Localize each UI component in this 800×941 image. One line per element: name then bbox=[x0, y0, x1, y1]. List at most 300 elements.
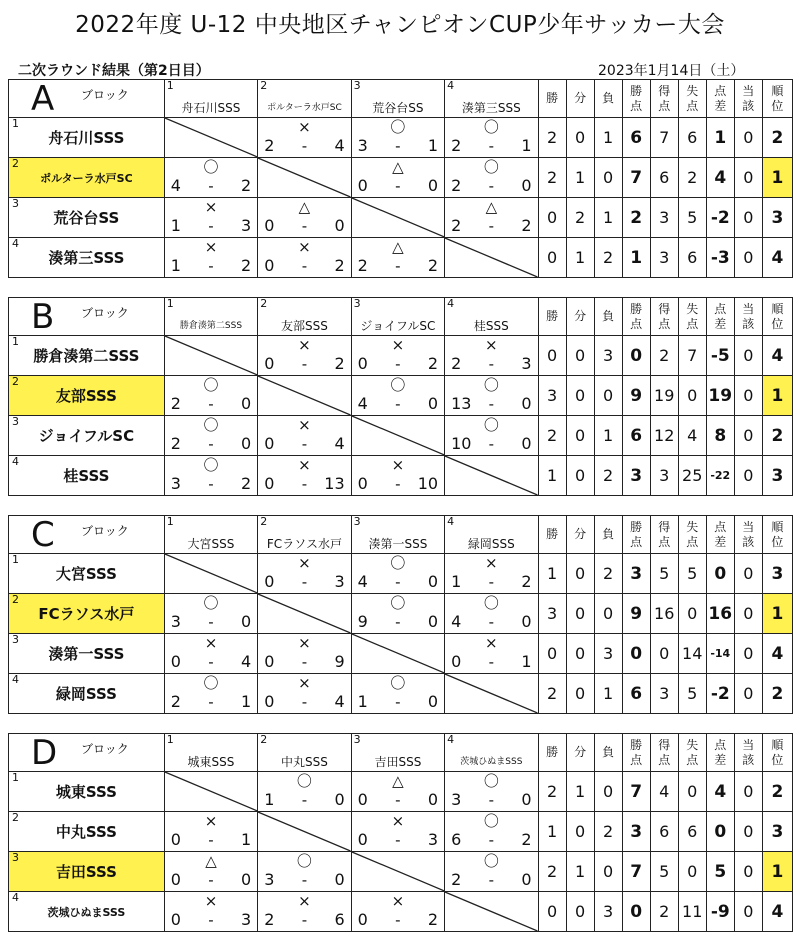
team-row bbox=[9, 892, 793, 932]
result-symbol: × bbox=[298, 118, 311, 136]
score-dash: - bbox=[488, 355, 495, 373]
score-opponent: 2 bbox=[521, 572, 532, 591]
score-dash: - bbox=[301, 653, 308, 671]
result-cell bbox=[351, 238, 444, 278]
stat-value: 2 bbox=[650, 336, 678, 376]
diagonal-cell bbox=[351, 634, 444, 674]
stat-value: 5 bbox=[678, 674, 706, 714]
stat-header-char: 点 bbox=[630, 752, 643, 767]
team-name: 桂SSS bbox=[63, 467, 110, 485]
team-name: 勝倉湊第二SSS bbox=[33, 347, 140, 365]
stat-header-char: 点 bbox=[714, 737, 727, 752]
score-opponent: 4 bbox=[241, 652, 252, 671]
opponent-column-header bbox=[164, 80, 257, 118]
team-name: ジョイフルSC bbox=[38, 427, 135, 445]
stat-header bbox=[650, 80, 678, 118]
result-cell bbox=[258, 852, 351, 892]
stat-header bbox=[594, 734, 622, 772]
score-opponent: 0 bbox=[521, 612, 532, 631]
result-cell bbox=[445, 594, 538, 634]
result-cell bbox=[445, 198, 538, 238]
score-opponent: 3 bbox=[427, 830, 439, 849]
score-dash: - bbox=[301, 573, 308, 591]
result-symbol: 〇 bbox=[390, 554, 406, 572]
team-name-cell bbox=[9, 336, 165, 376]
result-cell bbox=[258, 674, 351, 714]
score-opponent: 0 bbox=[241, 870, 252, 889]
stat-value: 3 bbox=[622, 812, 650, 852]
stat-value: 4 bbox=[650, 772, 678, 812]
stat-value: 0 bbox=[706, 554, 734, 594]
score-own: 2 bbox=[451, 136, 462, 155]
diagonal-line bbox=[352, 198, 444, 237]
stat-value: 3 bbox=[762, 456, 792, 496]
score-opponent: 4 bbox=[334, 434, 345, 453]
score-dash: - bbox=[208, 911, 214, 929]
diagonal-stroke bbox=[445, 674, 537, 713]
score-opponent: 3 bbox=[241, 910, 252, 929]
stat-value: 2 bbox=[762, 416, 792, 456]
score-own: 0 bbox=[264, 474, 275, 493]
score-dash: - bbox=[208, 177, 214, 195]
stat-value: 1 bbox=[594, 416, 622, 456]
team-row bbox=[9, 198, 793, 238]
stat-value: 1 bbox=[566, 158, 594, 198]
stat-value: 0 bbox=[594, 594, 622, 634]
stat-header-char: 当 bbox=[742, 737, 755, 752]
stat-value: 3 bbox=[650, 238, 678, 278]
score-own: 9 bbox=[357, 612, 368, 631]
stat-header-char: 勝 bbox=[630, 301, 643, 316]
score-opponent: 13 bbox=[324, 474, 345, 493]
stat-value: 0 bbox=[734, 812, 762, 852]
diagonal-cell bbox=[258, 594, 351, 634]
stat-header bbox=[622, 516, 650, 554]
block-header-cell bbox=[9, 734, 165, 772]
diagonal-cell bbox=[164, 554, 257, 594]
stat-header bbox=[566, 80, 594, 118]
team-row bbox=[9, 416, 793, 456]
stat-header-char: 分 bbox=[574, 527, 587, 541]
score-own: 0 bbox=[451, 652, 462, 671]
result-symbol: × bbox=[204, 634, 218, 652]
stat-header-char: 点 bbox=[686, 534, 699, 549]
result-symbol: 〇 bbox=[203, 416, 219, 434]
team-name-cell bbox=[9, 674, 165, 714]
stat-header-char: 負 bbox=[602, 91, 615, 105]
stat-value: 3 bbox=[538, 594, 566, 634]
result-cell bbox=[164, 852, 257, 892]
row-number: 4 bbox=[12, 455, 19, 468]
diagonal-line bbox=[352, 634, 444, 673]
stat-header bbox=[706, 298, 734, 336]
diagonal-cell bbox=[164, 772, 257, 812]
result-cell bbox=[351, 812, 444, 852]
score-opponent: 3 bbox=[334, 572, 345, 591]
stat-header-char: 点 bbox=[630, 534, 643, 549]
team-row bbox=[9, 594, 793, 634]
result-symbol: 〇 bbox=[203, 158, 219, 176]
score-dash: - bbox=[488, 573, 495, 591]
score-own: 0 bbox=[170, 870, 181, 889]
score-opponent: 0 bbox=[521, 790, 532, 809]
result-cell bbox=[164, 594, 257, 634]
table-header-row bbox=[9, 516, 793, 554]
result-cell bbox=[258, 118, 351, 158]
score-opponent: 9 bbox=[334, 652, 345, 671]
diagonal-line bbox=[165, 118, 257, 157]
score-dash: - bbox=[301, 475, 308, 493]
score-own: 2 bbox=[264, 910, 275, 929]
diagonal-stroke bbox=[445, 892, 537, 931]
score-dash: - bbox=[208, 475, 214, 493]
score-own: 3 bbox=[451, 790, 462, 809]
score-own: 0 bbox=[170, 910, 181, 929]
score-own: 1 bbox=[451, 572, 462, 591]
stat-header-char: 順 bbox=[771, 737, 784, 752]
diagonal-stroke bbox=[352, 416, 444, 455]
result-cell bbox=[164, 416, 257, 456]
diagonal-line bbox=[352, 416, 444, 455]
score-dash: - bbox=[488, 831, 495, 849]
score-opponent: 0 bbox=[427, 790, 439, 809]
score-own: 0 bbox=[357, 474, 368, 493]
score-dash: - bbox=[395, 257, 401, 275]
result-cell bbox=[164, 158, 257, 198]
result-symbol: 〇 bbox=[390, 674, 406, 692]
score-opponent: 0 bbox=[521, 434, 532, 453]
column-team-name: 大宮SSS bbox=[187, 537, 235, 551]
stat-header bbox=[566, 516, 594, 554]
score-opponent: 2 bbox=[241, 176, 252, 195]
row-number: 4 bbox=[12, 237, 19, 250]
result-symbol: × bbox=[391, 456, 405, 474]
result-cell bbox=[445, 376, 538, 416]
score-opponent: 4 bbox=[334, 136, 345, 155]
stat-header bbox=[594, 516, 622, 554]
stat-header bbox=[566, 298, 594, 336]
row-number: 3 bbox=[12, 633, 19, 646]
diagonal-stroke bbox=[352, 634, 444, 673]
score-opponent: 2 bbox=[427, 256, 439, 275]
opponent-column-header bbox=[351, 80, 444, 118]
diagonal-line bbox=[352, 852, 444, 891]
stat-value: 1 bbox=[762, 376, 792, 416]
stat-value: 6 bbox=[678, 812, 706, 852]
stat-header bbox=[678, 516, 706, 554]
stat-value: 1 bbox=[538, 456, 566, 496]
diagonal-stroke bbox=[445, 238, 537, 277]
stat-value: 3 bbox=[538, 376, 566, 416]
stat-header-char: 勝 bbox=[546, 91, 559, 105]
score-opponent: 0 bbox=[334, 870, 345, 889]
stat-header-char: 分 bbox=[574, 91, 587, 105]
stat-header-char: 失 bbox=[686, 737, 699, 752]
team-row bbox=[9, 376, 793, 416]
stat-header-char: 点 bbox=[658, 534, 671, 549]
stat-value: 0 bbox=[538, 238, 566, 278]
opponent-column-header bbox=[164, 298, 257, 336]
stat-value: -5 bbox=[706, 336, 734, 376]
stat-header-char: 当 bbox=[742, 519, 755, 534]
diagonal-line bbox=[445, 892, 537, 931]
stat-value: 2 bbox=[650, 892, 678, 932]
stat-value: 0 bbox=[538, 634, 566, 674]
stat-value: 2 bbox=[594, 456, 622, 496]
row-number: 3 bbox=[12, 415, 19, 428]
score-opponent: 0 bbox=[521, 176, 532, 195]
opponent-column-header bbox=[445, 80, 538, 118]
stat-value: 0 bbox=[734, 772, 762, 812]
stat-value: 1 bbox=[594, 118, 622, 158]
result-symbol: 〇 bbox=[203, 674, 219, 692]
score-own: 6 bbox=[451, 830, 462, 849]
row-number: 4 bbox=[12, 891, 19, 904]
score-opponent: 1 bbox=[521, 136, 532, 155]
stat-value: 2 bbox=[594, 238, 622, 278]
stat-header-char: 分 bbox=[574, 745, 587, 759]
result-cell bbox=[258, 892, 351, 932]
diagonal-stroke bbox=[258, 812, 350, 851]
score-own: 0 bbox=[357, 830, 368, 849]
stat-value: 1 bbox=[622, 238, 650, 278]
row-number: 2 bbox=[12, 157, 19, 170]
result-cell bbox=[164, 674, 257, 714]
row-number: 1 bbox=[12, 335, 19, 348]
stat-header bbox=[762, 734, 792, 772]
score-dash: - bbox=[488, 871, 495, 889]
result-cell bbox=[164, 376, 257, 416]
opponent-column-header bbox=[258, 298, 351, 336]
stat-value: 1 bbox=[706, 118, 734, 158]
team-row bbox=[9, 456, 793, 496]
stat-header-char: 差 bbox=[714, 534, 727, 549]
score-opponent: 1 bbox=[427, 136, 439, 155]
result-symbol: × bbox=[298, 892, 311, 910]
score-own: 0 bbox=[357, 176, 368, 195]
stat-value: 0 bbox=[706, 812, 734, 852]
team-name-cell bbox=[9, 158, 165, 198]
stat-value: 2 bbox=[566, 198, 594, 238]
diagonal-cell bbox=[258, 376, 351, 416]
stat-value: 6 bbox=[650, 812, 678, 852]
score-dash: - bbox=[488, 395, 495, 413]
result-symbol: 〇 bbox=[483, 812, 499, 830]
column-team-name: 舟石川SSS bbox=[181, 101, 241, 115]
score-opponent: 2 bbox=[241, 474, 252, 493]
stat-value: 6 bbox=[622, 674, 650, 714]
team-name: ポルターラ水戸SC bbox=[40, 171, 133, 185]
stat-value: 1 bbox=[594, 198, 622, 238]
stat-value: 0 bbox=[678, 376, 706, 416]
score-own: 2 bbox=[264, 136, 275, 155]
stat-value: 1 bbox=[538, 554, 566, 594]
stat-header-char: 差 bbox=[714, 316, 727, 331]
table-header-row bbox=[9, 734, 793, 772]
diagonal-stroke bbox=[165, 118, 257, 157]
stat-value: 0 bbox=[594, 158, 622, 198]
score-opponent: 0 bbox=[241, 612, 252, 631]
stat-value: 4 bbox=[706, 772, 734, 812]
result-symbol: 〇 bbox=[483, 852, 499, 870]
column-team-name: 友部SSS bbox=[281, 319, 328, 333]
result-symbol: △ bbox=[392, 158, 404, 176]
result-symbol: △ bbox=[392, 772, 404, 790]
team-name: 湊第三SSS bbox=[48, 249, 125, 267]
stat-value: 0 bbox=[566, 634, 594, 674]
stat-value: 4 bbox=[762, 336, 792, 376]
result-cell bbox=[351, 892, 444, 932]
stat-header-char: 勝 bbox=[546, 309, 559, 323]
row-number: 3 bbox=[12, 851, 19, 864]
score-own: 2 bbox=[170, 394, 181, 413]
score-dash: - bbox=[395, 395, 401, 413]
stat-value: 0 bbox=[734, 416, 762, 456]
stat-value: 2 bbox=[538, 772, 566, 812]
column-number: 2 bbox=[260, 297, 268, 310]
team-name-cell bbox=[9, 416, 165, 456]
stat-header-char: 該 bbox=[742, 534, 755, 549]
stat-header-char: 勝 bbox=[630, 519, 643, 534]
diagonal-cell bbox=[351, 852, 444, 892]
stat-value: -9 bbox=[706, 892, 734, 932]
stat-header-char: 当 bbox=[742, 301, 755, 316]
stat-header bbox=[566, 734, 594, 772]
score-opponent: 2 bbox=[521, 830, 532, 849]
result-cell bbox=[445, 772, 538, 812]
result-symbol: × bbox=[485, 336, 498, 354]
diagonal-stroke bbox=[258, 594, 350, 633]
diagonal-cell bbox=[258, 812, 351, 852]
team-name: 中丸SSS bbox=[55, 823, 117, 841]
result-symbol: × bbox=[204, 238, 218, 256]
column-team-name: ジョイフルSC bbox=[360, 319, 436, 333]
stat-header-char: 勝 bbox=[630, 737, 643, 752]
result-symbol: 〇 bbox=[390, 118, 406, 136]
team-name-cell bbox=[9, 554, 165, 594]
stat-header bbox=[678, 298, 706, 336]
score-dash: - bbox=[208, 435, 214, 453]
column-team-name: 中丸SSS bbox=[281, 755, 328, 769]
score-dash: - bbox=[395, 573, 401, 591]
stat-value: 0 bbox=[566, 594, 594, 634]
result-symbol: △ bbox=[205, 852, 217, 870]
stat-value: 3 bbox=[594, 336, 622, 376]
column-number: 1 bbox=[166, 79, 174, 92]
score-opponent: 0 bbox=[521, 394, 532, 413]
team-name-cell bbox=[9, 376, 165, 416]
stat-value: 1 bbox=[762, 594, 792, 634]
team-name: 湊第一SSS bbox=[48, 645, 125, 663]
stat-value: 2 bbox=[538, 674, 566, 714]
score-dash: - bbox=[301, 217, 308, 235]
diagonal-cell bbox=[445, 456, 538, 496]
diagonal-cell bbox=[445, 674, 538, 714]
stat-value: 0 bbox=[538, 336, 566, 376]
row-number: 2 bbox=[12, 593, 19, 606]
row-number: 1 bbox=[12, 117, 19, 130]
diagonal-line bbox=[258, 158, 350, 197]
block-label: ブロック bbox=[81, 524, 129, 538]
column-number: 4 bbox=[447, 515, 455, 528]
column-number: 3 bbox=[353, 733, 361, 746]
stat-value: 0 bbox=[650, 634, 678, 674]
stat-value: 2 bbox=[538, 852, 566, 892]
stat-value: 7 bbox=[622, 852, 650, 892]
score-dash: - bbox=[395, 177, 401, 195]
stat-header bbox=[734, 80, 762, 118]
stat-value: 14 bbox=[678, 634, 706, 674]
stat-value: 2 bbox=[538, 416, 566, 456]
score-own: 10 bbox=[451, 434, 472, 453]
result-cell bbox=[351, 772, 444, 812]
stat-header bbox=[762, 516, 792, 554]
row-number: 4 bbox=[12, 673, 19, 686]
stat-value: 0 bbox=[678, 594, 706, 634]
result-cell bbox=[445, 336, 538, 376]
stat-value: 3 bbox=[762, 554, 792, 594]
result-symbol: × bbox=[204, 892, 218, 910]
diagonal-cell bbox=[445, 892, 538, 932]
stat-header bbox=[734, 298, 762, 336]
diagonal-line bbox=[445, 238, 537, 277]
stat-header bbox=[762, 298, 792, 336]
stat-value: 0 bbox=[734, 674, 762, 714]
stat-header-char: 負 bbox=[602, 309, 615, 323]
result-symbol: 〇 bbox=[483, 772, 499, 790]
stat-header-char: 点 bbox=[658, 316, 671, 331]
result-cell bbox=[351, 158, 444, 198]
score-opponent: 2 bbox=[427, 910, 439, 929]
result-cell bbox=[351, 376, 444, 416]
stat-value: 0 bbox=[734, 852, 762, 892]
score-dash: - bbox=[301, 791, 308, 809]
block-label: ブロック bbox=[81, 88, 129, 102]
stat-header-char: 点 bbox=[658, 752, 671, 767]
stat-value: 6 bbox=[678, 238, 706, 278]
score-opponent: 0 bbox=[241, 394, 252, 413]
column-number: 2 bbox=[260, 733, 268, 746]
score-own: 0 bbox=[357, 790, 368, 809]
score-own: 2 bbox=[451, 216, 462, 235]
stat-value: 4 bbox=[762, 634, 792, 674]
column-number: 1 bbox=[166, 733, 174, 746]
score-dash: - bbox=[208, 613, 214, 631]
row-number: 3 bbox=[12, 197, 19, 210]
score-dash: - bbox=[488, 177, 495, 195]
score-own: 0 bbox=[264, 652, 275, 671]
result-symbol: × bbox=[485, 634, 498, 652]
result-symbol: 〇 bbox=[483, 416, 499, 434]
stat-header-char: 点 bbox=[686, 316, 699, 331]
score-opponent: 0 bbox=[427, 572, 439, 591]
stat-value: 0 bbox=[566, 456, 594, 496]
column-team-name: 吉田SSS bbox=[374, 755, 422, 769]
score-opponent: 1 bbox=[241, 830, 252, 849]
score-dash: - bbox=[395, 791, 401, 809]
stat-value: 0 bbox=[566, 812, 594, 852]
stat-header bbox=[622, 80, 650, 118]
table-header-row bbox=[9, 80, 793, 118]
stat-value: 3 bbox=[762, 198, 792, 238]
score-own: 4 bbox=[357, 394, 368, 413]
score-opponent: 3 bbox=[241, 216, 252, 235]
stat-value: 1 bbox=[594, 674, 622, 714]
stat-header bbox=[762, 80, 792, 118]
block-header-cell bbox=[9, 80, 165, 118]
round-subtitle: 二次ラウンド結果（第2日目） bbox=[18, 63, 210, 79]
stat-header-char: 負 bbox=[602, 527, 615, 541]
